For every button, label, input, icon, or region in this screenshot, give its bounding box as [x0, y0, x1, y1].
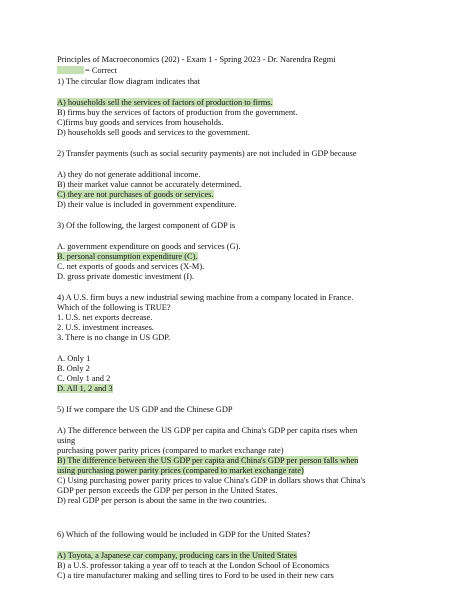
- q2-option-c-correct: C) they are not purchases of goods or services.: [57, 190, 214, 199]
- q2-option-a: A) they do not generate additional income.: [57, 170, 201, 179]
- q1-option-d: D) households sell goods and services to the government.: [57, 128, 250, 137]
- q5-option-a-line-2: using: [57, 436, 76, 445]
- q1-option-a-correct: A) households sell the services of factors of production to firms.: [57, 98, 273, 107]
- legend: [57, 66, 117, 76]
- q3-option-a: A. government expenditure on goods and services (G).: [57, 242, 241, 251]
- q4-option-c: C. Only 1 and 2: [57, 374, 111, 383]
- q5-option-a-line-3: purchasing power parity prices (compared to market exchange rate): [57, 446, 284, 455]
- legend-label: = Correct: [85, 66, 117, 75]
- correct-swatch: [57, 66, 84, 74]
- q5-option-d: D) real GDP per person is about the same in the two countries.: [57, 496, 267, 505]
- q6-option-a-correct: A) Toyota, a Japanese car company, producing cars in the United States: [57, 551, 297, 560]
- q6-option-c: C) a tire manufacturer making and selling tires to Ford to be used in their new cars: [57, 571, 334, 580]
- q5-option-a-line-1: A) The difference between the US GDP per capita and China's GDP per capita rises when: [57, 426, 358, 435]
- q3-option-b-correct: B. personal consumption expenditure (C).: [57, 252, 198, 261]
- q4-option-b: B. Only 2: [57, 364, 90, 373]
- q1-option-b: B) firms buy the services of factors of production from the government.: [57, 108, 298, 117]
- q4-option-a: A. Only 1: [57, 354, 91, 363]
- q2-option-d: D) their value is included in government expenditure.: [57, 200, 237, 209]
- q1-option-c: C)firms buy goods and services from households.: [57, 118, 224, 127]
- q5-option-c-line-1: C) Using purchasing power parity prices to value China's GDP in dollars shows that China's: [57, 476, 366, 485]
- exam-title: Principles of Macroeconomics (202) - Exam 1 - Spring 2023 - Dr. Narendra Regmi: [57, 55, 336, 64]
- q1-prompt: 1) The circular flow diagram indicates that: [57, 77, 201, 86]
- q5-option-b-correct-line-2: using purchasing power parity prices (compared to market exchange rate): [57, 466, 304, 475]
- q3-option-d: D. gross private domestic investment (I).: [57, 272, 194, 281]
- q4-prompt-line-2: Which of the following is TRUE?: [57, 303, 171, 312]
- q3-option-c: C. net exports of goods and services (X-M).: [57, 262, 205, 271]
- q4-statement-3: 3. There is no change in US GDP.: [57, 333, 171, 342]
- q4-statement-1: 1. U.S. net exports decrease.: [57, 313, 153, 322]
- q3-prompt: 3) Of the following, the largest component of GDP is: [57, 221, 236, 230]
- q5-prompt: 5) If we compare the US GDP and the Chinese GDP: [57, 405, 233, 414]
- q5-option-b-correct-line-1: B) The difference between the US GDP per capita and China's GDP per person falls when: [57, 456, 359, 465]
- q4-option-d-correct: D. All 1, 2 and 3: [57, 384, 113, 393]
- q5-option-c-line-2: GDP per person exceeds the GDP per person in the United States.: [57, 486, 278, 495]
- q2-prompt: 2) Transfer payments (such as social security payments) are not included in GDP because: [57, 149, 357, 158]
- q6-option-b: B) a U.S. professor taking a year off to teach at the London School of Economics: [57, 561, 330, 570]
- q6-prompt: 6) Which of the following would be included in GDP for the United States?: [57, 530, 311, 539]
- q4-prompt-line-1: 4) A U.S. firm buys a new industrial sewing machine from a company located in France.: [57, 293, 354, 302]
- q4-statement-2: 2. U.S. investment increases.: [57, 323, 154, 332]
- q2-option-b: B) their market value cannot be accurately determined.: [57, 180, 242, 189]
